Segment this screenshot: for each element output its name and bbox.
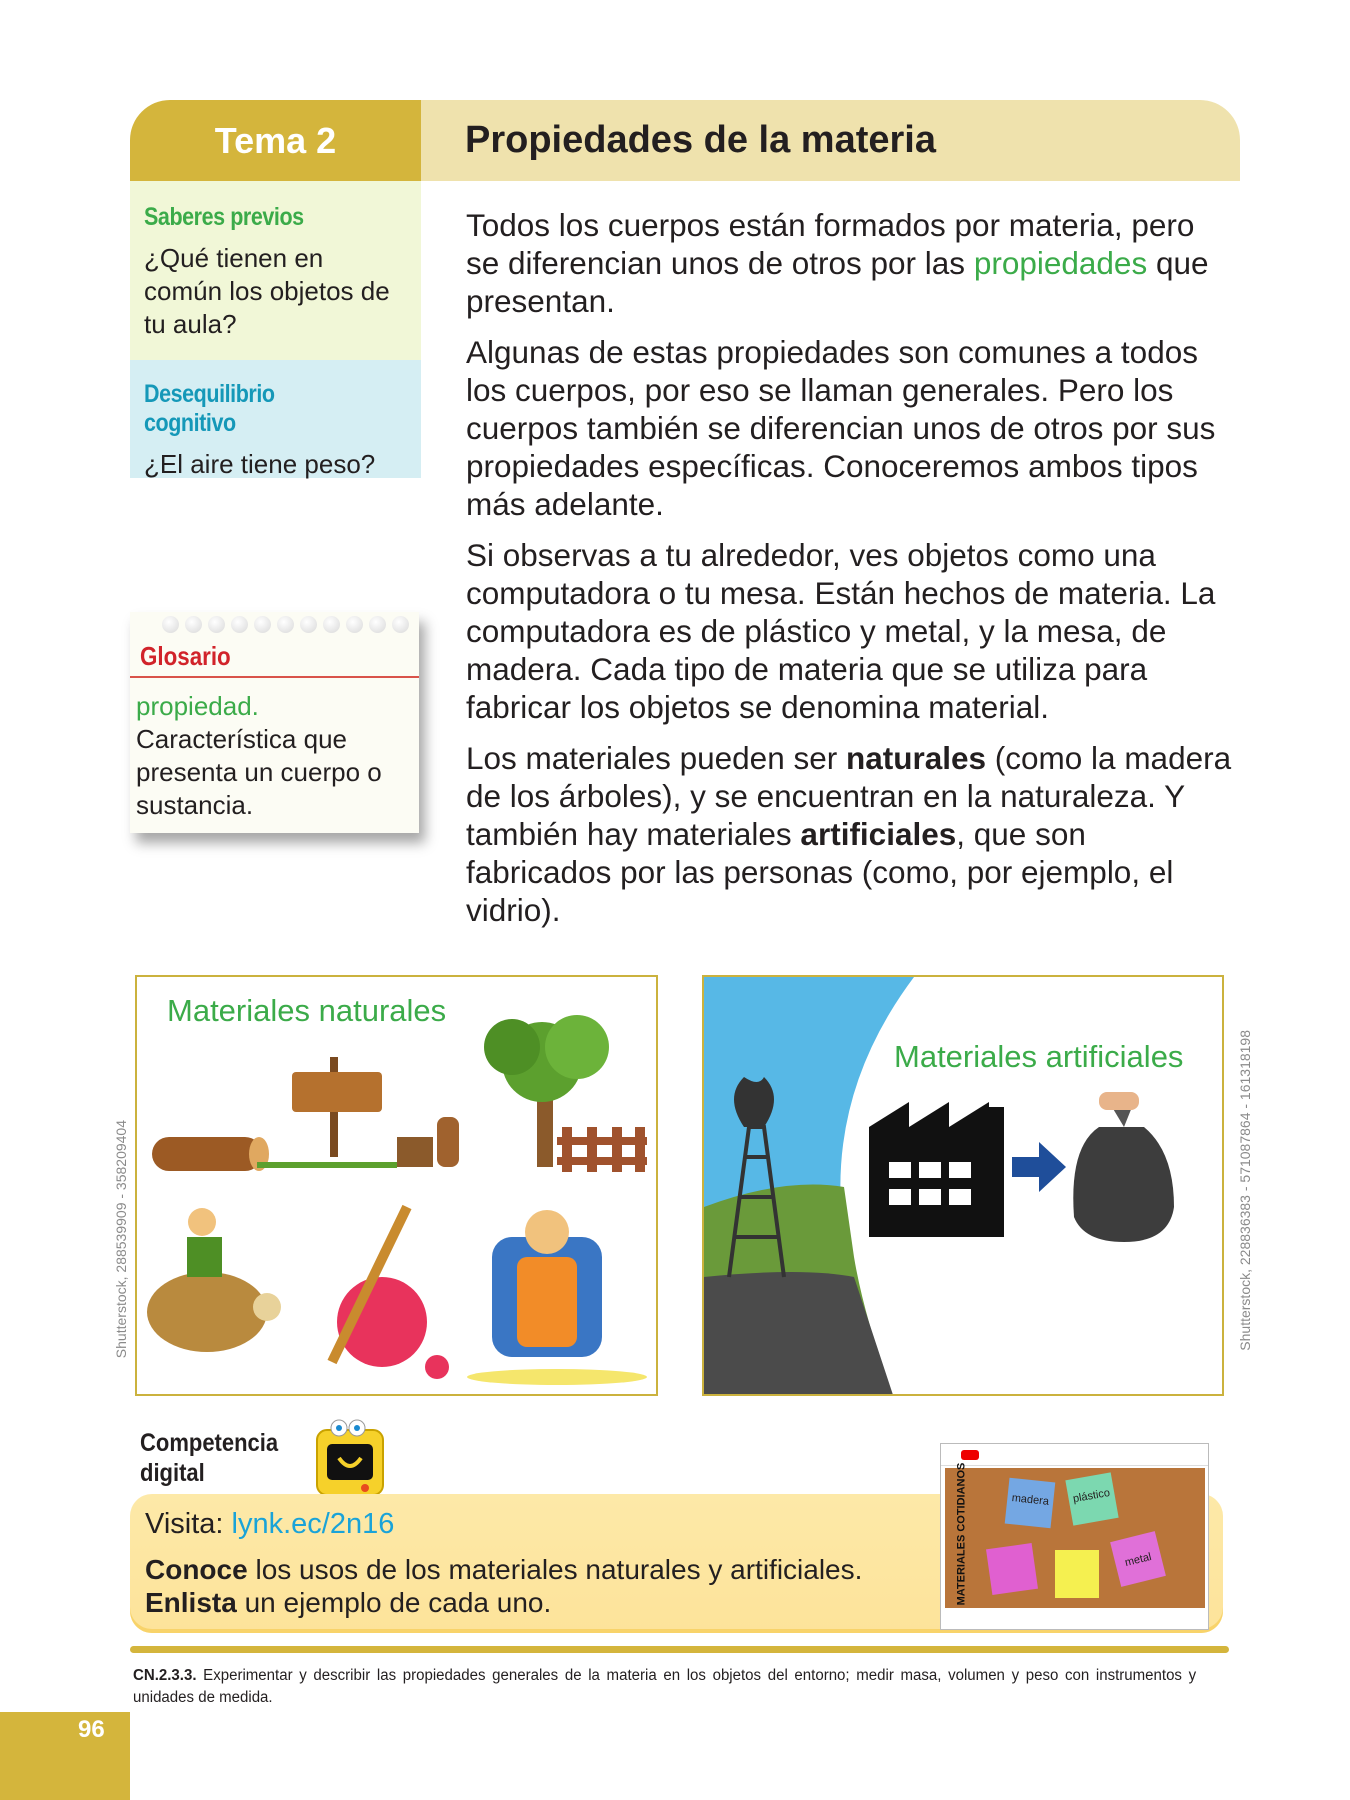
- note-madera: madera: [1005, 1478, 1056, 1529]
- factory-icon: [869, 1102, 1004, 1237]
- note-metal: metal: [1110, 1531, 1166, 1587]
- body-text: [466, 206, 1236, 942]
- text: un ejemplo de cada uno.: [236, 1587, 552, 1618]
- note-yellow: [1055, 1550, 1099, 1598]
- divider: [130, 1646, 1229, 1653]
- robot-mascot-icon: [305, 1410, 400, 1505]
- text: Los materiales pueden ser: [466, 739, 846, 776]
- page-title: [421, 100, 1240, 181]
- paragraph-1: [466, 206, 1236, 321]
- glosario-note: [130, 612, 419, 833]
- bold-enlista: Enlista: [145, 1587, 237, 1618]
- fence-icon: [557, 1127, 647, 1172]
- tema-label: Tema 2: [130, 100, 421, 181]
- corkboard: [945, 1462, 1205, 1608]
- stump-icon: [397, 1117, 459, 1167]
- desequilibrio-box: [130, 360, 421, 478]
- saberes-previos-box: [130, 181, 421, 360]
- artificial-materials-image: [702, 975, 1224, 1396]
- smoke-icon: [734, 1077, 774, 1127]
- standard-code: CN.2.3.3.: [133, 1667, 197, 1684]
- bold-conoce: Conoce: [145, 1554, 248, 1585]
- title-line-2: digital: [140, 1459, 205, 1487]
- natural-materials-image: [135, 975, 658, 1396]
- text: , que son fabricados por las personas (como, por ejemplo, el vidrio).: [466, 816, 1174, 929]
- curriculum-standard: [133, 1665, 1196, 1709]
- sign-icon: [257, 1057, 397, 1168]
- title-line-1: Competencia: [140, 1429, 279, 1457]
- image-credit-left: Shutterstock, 288539909 - 358209404: [113, 1120, 129, 1359]
- yarn-icon: [332, 1207, 449, 1379]
- lynk-link[interactable]: lynk.ec/2n16: [231, 1508, 395, 1540]
- video-thumbnail[interactable]: [940, 1443, 1209, 1630]
- page-strip: [0, 1712, 130, 1800]
- title-text: Propiedades de la materia: [465, 119, 936, 161]
- competencia-digital-title: [140, 1428, 278, 1488]
- bold-naturales: naturales: [845, 739, 987, 776]
- video-topbar: [941, 1444, 1208, 1466]
- log-icon: [152, 1137, 269, 1171]
- saberes-heading: Saberes previos: [144, 203, 304, 231]
- paragraph-2: Algunas de estas propiedades son comunes a todos los cuerpos, por eso se llaman generales. Pero los cuerpos también se diferencian unos de otros por sus propiedades específicas. Conoceremos ambos tipos más adelante.: [466, 333, 1216, 523]
- video-side-title: MATERIALES COTIDIANOS: [955, 1462, 968, 1606]
- paragraph-4: [466, 739, 1236, 930]
- saberes-question: ¿Qué tienen en común los objetos de tu aula?: [144, 243, 390, 339]
- knitting-grandma-icon: [467, 1210, 647, 1385]
- note-plastico: plástico: [1065, 1472, 1118, 1525]
- desequilibrio-question: ¿El aire tiene peso?: [144, 449, 376, 479]
- text: los usos de los materiales naturales y artificiales.: [247, 1554, 863, 1585]
- play-logo-icon: [961, 1450, 979, 1460]
- natural-materials-illustration: [137, 977, 658, 1396]
- visit-label: Visita:: [145, 1508, 224, 1540]
- text: Todos los cuerpos están formados por materia, pero se diferencian unos de otros por las: [466, 207, 1195, 282]
- natural-label: Materiales naturales: [167, 993, 447, 1028]
- glosario-entry: [130, 678, 419, 834]
- image-credit-right: Shutterstock, 228836383 - 571087864 - 161318198: [1237, 1030, 1253, 1351]
- sheep-shearing-icon: [147, 1208, 281, 1352]
- glosario-term: propiedad.: [136, 691, 259, 721]
- paragraph-3: Si observas a tu alrededor, ves objetos como una computadora o tu mesa. Están hechos de materia. La computadora es de plástico y metal, y la mesa, de madera. Cada tipo de materia que se utiliza para fabricar los objetos se denomina material.: [466, 536, 1216, 726]
- bold-artificiales: artificiales: [800, 816, 957, 853]
- glosario-heading: Glosario: [140, 641, 231, 671]
- text: que presentan.: [466, 245, 1209, 320]
- note-pink: [986, 1543, 1038, 1595]
- text: (como la madera de los árboles), y se encuentran en la naturaleza. Y también hay materiales: [466, 739, 1232, 853]
- page-number: 96: [78, 1716, 105, 1743]
- artificial-label: Materiales artificiales: [894, 1039, 1184, 1074]
- highlight-propiedades: propiedades: [973, 245, 1148, 282]
- glosario-definition: Característica que presenta un cuerpo o sustancia.: [136, 724, 382, 820]
- desequilibrio-heading: Desequilibrio cognitivo: [144, 380, 275, 437]
- spiral-holes: [130, 612, 419, 633]
- standard-text: Experimentar y describir las propiedades generales de la materia en los objetos del entorno; medir masa, volumen y peso con instrumentos y unidades de medida.: [133, 1667, 1197, 1706]
